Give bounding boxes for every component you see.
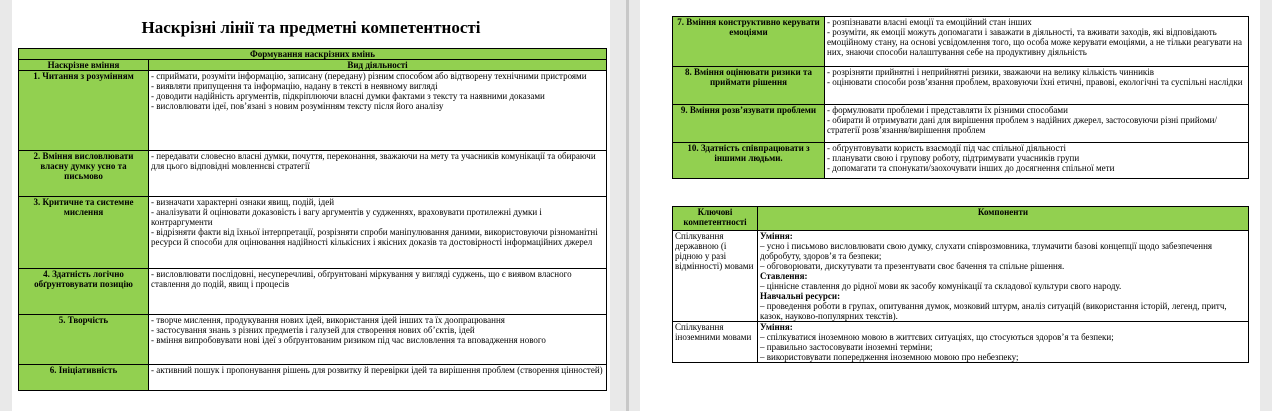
- list-item: - обирати й отримувати дані для вирішення проблем з надійних джерел, застосовуючи різні прийоми/стратегії розв’язання/вирішення проблем: [827, 115, 1217, 135]
- activity-cell: [149, 315, 607, 365]
- page-title: Наскрізні лінії та предметні компетентності: [141, 18, 481, 37]
- list-item: - доводити надійність аргументів, підкріплюючи власні думки фактами з тексту та наявними доказами: [151, 91, 545, 101]
- block-heading: Уміння:: [760, 322, 793, 332]
- activity-cell: [149, 269, 607, 315]
- table-row: [673, 231, 1249, 322]
- list-item: - розпізнавати власні емоції та емоційний стан інших: [827, 17, 1032, 27]
- page-separator: [626, 0, 629, 411]
- activity-cell: [149, 197, 607, 269]
- list-item: – усно і письмово висловлювати свою думку, слухати співрозмовника, тлумачити базові концепції щодо забезпечення добробуту, здоров’я та безпеки;: [760, 241, 1213, 261]
- skill-name: 4. Здатність логічно обґрунтовувати позицію: [19, 269, 149, 315]
- table-row: [673, 67, 1249, 105]
- activity-cell: [825, 17, 1249, 67]
- list-item: - оцінювати способи розв’язання проблем, враховуючи їхні етичні, правові, екологічні та суспільні наслідки: [827, 77, 1243, 87]
- skill-name: 2. Вміння висловлювати власну думку усно та письмово: [19, 151, 149, 197]
- column-header: Наскрізне вміння: [19, 60, 149, 71]
- list-item: - сприймати, розуміти інформацію, записану (передану) різним способом або відтворену технічними пристроями: [151, 71, 587, 81]
- column-header: Компоненти: [758, 207, 1249, 231]
- activity-cell: [149, 151, 607, 197]
- table-caption: Формування наскрізних вмінь: [19, 49, 607, 60]
- skill-name: 1. Читання з розумінням: [19, 71, 149, 151]
- activity-cell: [825, 143, 1249, 179]
- table-row: [19, 269, 607, 315]
- right-page: [640, 0, 1260, 411]
- list-item: - відрізняти факти від їхньої інтерпретації, розрізняти спроби маніпулювання даними, використовуючи різноманітні ресурси й способи для оцінювання надійності кількісних і якісних доказів та достовірності інформаційних джерел: [151, 227, 598, 247]
- table-row: [673, 322, 1249, 363]
- list-item: - аналізувати й оцінювати доказовість і вагу аргументів у судженнях, враховувати протилежні думки і контраргументи: [151, 207, 542, 227]
- skill-name: 6. Ініціативність: [19, 365, 149, 391]
- activity-cell: [825, 105, 1249, 143]
- table-row: [673, 105, 1249, 143]
- skill-name: 7. Вміння конструктивно керувати емоціями: [673, 17, 825, 67]
- list-item: - активний пошук і пропонування рішень для розвитку й перевірки ідей та вирішення проблем (створення цінностей): [151, 365, 603, 375]
- components-cell: [758, 231, 1249, 322]
- cross-cutting-skills-table: [18, 48, 607, 391]
- list-item: - застосування знань з різних предметів і галузей для створення нових об’єктів, ідей: [151, 325, 475, 335]
- table-row: [673, 143, 1249, 179]
- list-item: - обґрунтовувати користь взаємодії під час спільної діяльності: [827, 143, 1066, 153]
- block-heading: Навчальні ресурси:: [760, 291, 841, 301]
- table-row: [19, 315, 607, 365]
- key-competences-table: [672, 206, 1249, 363]
- activity-cell: [825, 67, 1249, 105]
- list-item: - висловлювати послідовні, несуперечливі, обґрунтовані міркування у вигляді суджень, що є виявом власного ставлення до подій, явищ і процесів: [151, 269, 572, 289]
- list-item: - передавати словесно власні думки, почуття, переконання, зважаючи на мету та учасників комунікації та обираючи для цього відповідні мовленнєві стратегії: [151, 151, 596, 171]
- skill-name: 10. Здатність співпрацювати з іншими людьми.: [673, 143, 825, 179]
- list-item: – ціннісне ставлення до рідної мови як засобу комунікації та складової культури свого народу.: [760, 281, 1122, 291]
- table-header-row: [673, 207, 1249, 231]
- competence-name: Спілкування іноземними мовами: [673, 322, 758, 363]
- list-item: - висловлювати ідеї, пов’язані з новим розумінням тексту після його аналізу: [151, 101, 444, 111]
- table-row: [19, 197, 607, 269]
- table-row: [19, 151, 607, 197]
- list-item: - формулювати проблеми і представляти їх різними способами: [827, 105, 1068, 115]
- skill-name: 3. Критичне та системне мислення: [19, 197, 149, 269]
- table-header-row: [19, 60, 607, 71]
- table-caption-row: [19, 49, 607, 60]
- list-item: – обговорювати, дискутувати та презентувати своє бачення та спільне рішення.: [760, 261, 1065, 271]
- skill-name: 9. Вміння розв’язувати проблеми: [673, 105, 825, 143]
- competence-name: Спілкування державною (і рідною у разі відмінності) мовами: [673, 231, 758, 322]
- list-item: – спілкуватися іноземною мовою в життєвих ситуаціях, що стосуються здоров’я та безпеки;: [760, 332, 1114, 342]
- cross-cutting-skills-table-continued: [672, 16, 1249, 179]
- list-item: - допомагати та спонукати/заохочувати інших до досягнення спільної мети: [827, 163, 1115, 173]
- table-row: [19, 365, 607, 391]
- list-item: - планувати свою і групову роботу, підтримувати учасників групи: [827, 153, 1080, 163]
- list-item: - виявляти припущення та інформацію, надану в тексті в неявному вигляді: [151, 81, 438, 91]
- list-item: – використовувати попередження іноземною мовою про небезпеку;: [760, 352, 1019, 362]
- list-item: - творче мислення, продукування нових ідей, використання ідей інших та їх доопрацювання: [151, 315, 505, 325]
- skill-name: 5. Творчість: [19, 315, 149, 365]
- list-item: - визначати характерні ознаки явищ, подій, ідей: [151, 197, 335, 207]
- list-item: - вміння випробовувати нові ідеї з обґрунтованим ризиком під час висловлення та вповадження нового: [151, 335, 546, 345]
- skill-name: 8. Вміння оцінювати ризики та приймати рішення: [673, 67, 825, 105]
- list-item: - розрізняти прийнятні і неприйнятні ризики, зважаючи на велику кількість чинників: [827, 67, 1155, 77]
- column-header: Ключові компетентності: [673, 207, 758, 231]
- table-row: [19, 71, 607, 151]
- block-heading: Ставлення:: [760, 271, 808, 281]
- left-page: [12, 0, 610, 411]
- list-item: – правильно застосовувати іноземні терміни;: [760, 342, 933, 352]
- column-header: Вид діяльності: [149, 60, 607, 71]
- block-heading: Уміння:: [760, 231, 793, 241]
- components-cell: [758, 322, 1249, 363]
- table-row: [673, 17, 1249, 67]
- activity-cell: [149, 365, 607, 391]
- list-item: – проведення роботи в групах, опитування думок, мозковий штурм, аналіз ситуацій (використання історій, легенд, притч, казок, науково-популярних текстів).: [760, 301, 1227, 321]
- list-item: - розуміти, як емоції можуть допомагати і заважати в діяльності, та вживати заходів, які відповідають емоційному стану, на основі усвідомлення того, що особа може керувати емоціями, а не тільки реагувати на них, знаючи способи налаштування себе на продуктивну діяльність: [827, 27, 1242, 57]
- activity-cell: [149, 71, 607, 151]
